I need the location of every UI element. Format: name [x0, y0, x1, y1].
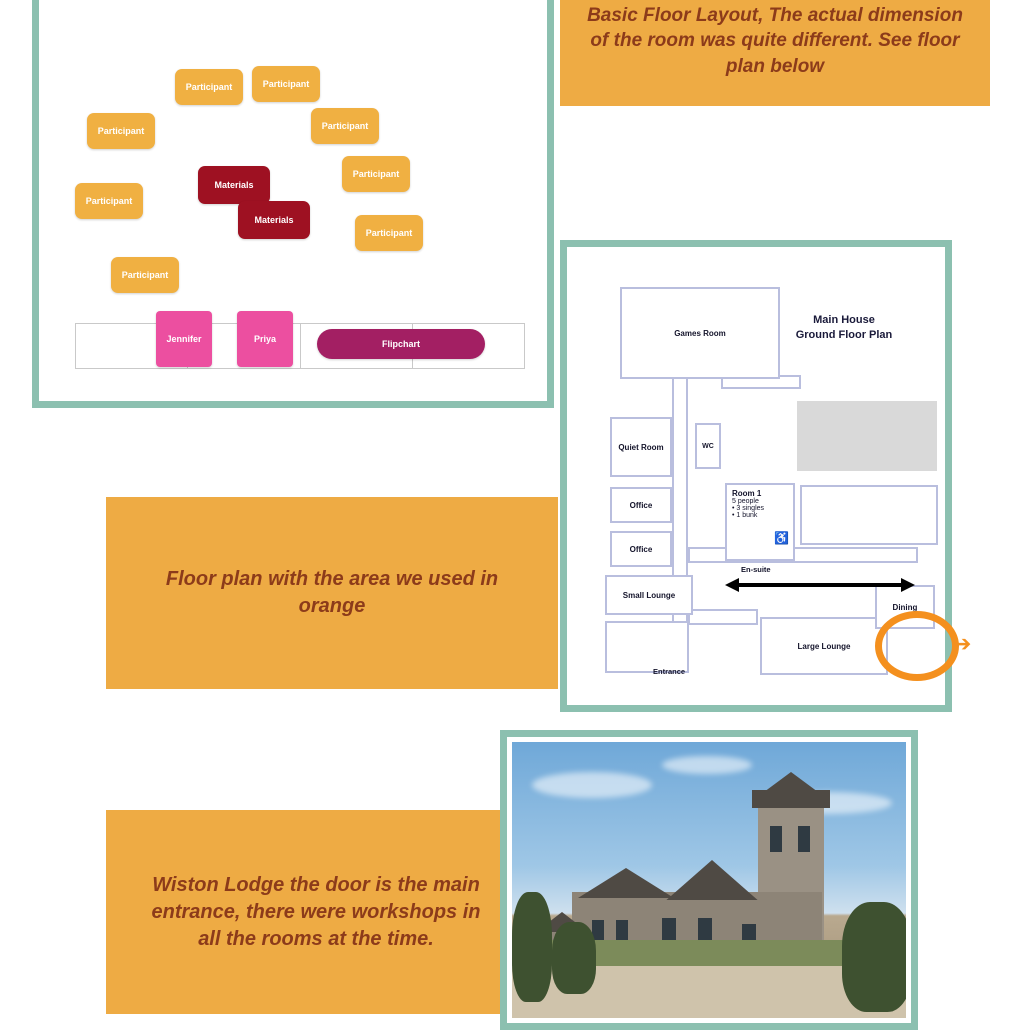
note-label: Participant: [85, 196, 133, 206]
sticky-note-participant[interactable]: [75, 183, 143, 219]
note-label: Materials: [214, 180, 254, 190]
corridor-horizontal: [688, 547, 918, 563]
sticky-note-materials[interactable]: [238, 201, 310, 239]
room-large-lounge[interactable]: [760, 617, 888, 675]
wheelchair-icon: ♿: [774, 531, 789, 545]
sticky-note-participant[interactable]: [355, 215, 423, 251]
note-label: Participant: [365, 228, 413, 238]
room-small-lounge[interactable]: [605, 575, 693, 615]
sticky-note-participant[interactable]: [111, 257, 179, 293]
note-label: Participant: [97, 126, 145, 136]
room-label: Quiet Room: [618, 442, 664, 452]
sticky-note-jennifer[interactable]: [156, 311, 212, 367]
floor-plan-panel: [560, 240, 972, 712]
note-label: Participant: [185, 82, 233, 92]
corridor-lower: [688, 609, 758, 625]
unused-area-block: [797, 401, 937, 471]
sticky-note-flipchart[interactable]: [317, 329, 485, 359]
corridor-right: [800, 485, 938, 545]
note-label: Flipchart: [381, 339, 420, 349]
note-label: Participant: [121, 270, 169, 280]
sticky-note-participant[interactable]: [342, 156, 410, 192]
floor-plan-title: [769, 313, 919, 343]
note-label: Priya: [253, 334, 277, 344]
ensuite-label: En-suite: [741, 565, 771, 574]
caption-basic-floor-layout: [560, 0, 990, 106]
room-1-line-1: 5 people: [732, 498, 759, 505]
room-label: Games Room: [674, 328, 726, 338]
entrance-label: Entrance: [653, 667, 686, 676]
sticky-note-participant[interactable]: [175, 69, 243, 105]
caption-text: Floor plan with the area we used in orange: [165, 568, 499, 617]
caption-text: Basic Floor Layout, The actual dimension of the room was quite different. See floor plan below: [587, 4, 963, 77]
corridor-entrance-area: [605, 621, 689, 673]
room-label: Office: [629, 500, 653, 510]
note-label: Participant: [352, 169, 400, 179]
sticky-note-participant[interactable]: [252, 66, 320, 102]
room-office-2[interactable]: [610, 531, 672, 567]
room-quiet-room[interactable]: [610, 417, 672, 477]
caption-floor-plan-orange: [106, 497, 558, 689]
highlight-arrow-icon: ➔: [953, 631, 972, 656]
floor-plan-title-line1: Main House: [813, 314, 875, 326]
highlight-circle: [875, 611, 959, 681]
room-1-title: Room 1: [732, 489, 762, 498]
room-1[interactable]: [725, 483, 795, 561]
note-label: Participant: [262, 79, 310, 89]
caption-text: Wiston Lodge the door is the main entrance, there were workshops in all the rooms at the time.: [151, 873, 481, 950]
room-layout-board: [32, 0, 554, 408]
room-label: Small Lounge: [622, 590, 676, 600]
room-label: Dining: [892, 602, 918, 612]
sticky-note-participant[interactable]: [87, 113, 155, 149]
room-label: Office: [629, 544, 653, 554]
room-1-line-2: • 3 singles: [732, 505, 765, 512]
room-label: Large Lounge: [797, 641, 851, 651]
note-label: Jennifer: [166, 334, 202, 344]
sticky-note-participant[interactable]: [311, 108, 379, 144]
note-label: Materials: [254, 215, 294, 225]
room-games-room[interactable]: [620, 287, 780, 379]
room-label: WC: [702, 442, 714, 450]
room-wc[interactable]: [695, 423, 721, 469]
note-label: Participant: [321, 121, 369, 131]
sticky-note-priya[interactable]: [237, 311, 293, 367]
floor-plan-title-line2: Ground Floor Plan: [795, 328, 893, 341]
floor-plan-drawing: [575, 255, 972, 697]
room-office-1[interactable]: [610, 487, 672, 523]
sticky-note-materials[interactable]: [198, 166, 270, 204]
lodge-photo-panel: [500, 730, 918, 1030]
room-1-line-3: • 1 bunk: [732, 512, 758, 519]
dimension-arrow-icon: [725, 577, 915, 593]
caption-wiston-lodge: [106, 810, 526, 1014]
lodge-photo: [512, 742, 906, 1018]
